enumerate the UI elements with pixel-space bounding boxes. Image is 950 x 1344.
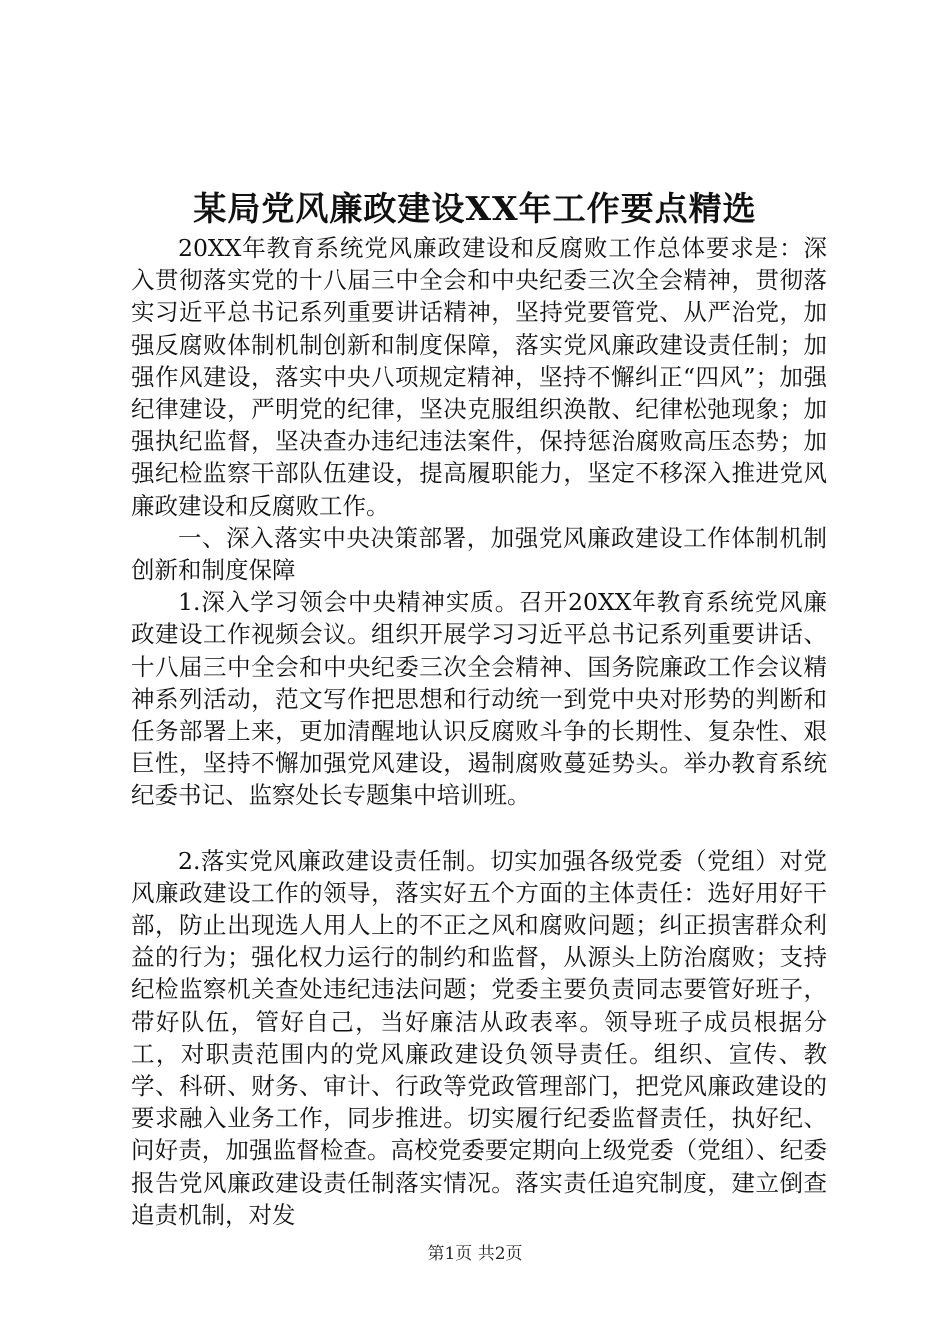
paragraph-item-1: 1.深入学习领会中央精神实质。召开20XX年教育系统党风廉政建设工作视频会议。组织开展学习习近平总书记系列重要讲话、十八届三中全会和中央纪委三次全会精神、国务院廉政工作会议精神系列活动，范文写作把思想和行动统一到党中央对形势的判断和任务部署上来，更加清醒地认识反腐败斗争的长期性、复杂性、艰巨性，坚持不懈加强党风建设，遏制腐败蔓延势头。举办教育系统纪委书记、监察处长专题集中培训班。 <box>131 588 827 810</box>
document-title: 某局党风廉政建设XX年工作要点精选 <box>193 189 757 228</box>
paragraph-item-2: 2.落实党风廉政建设责任制。切实加强各级党委（党组）对党风廉政建设工作的领导，落实好五个方面的主体责任：选好用好干部，防止出现选人用人上的不正之风和腐败问题；纠正损害群众利益的行为；强化权力运行的制约和监督，从源头上防治腐败；支持纪检监察机关查处违纪违法问题；党委主要负责同志要管好班子，带好队伍，管好自己，当好廉洁从政表率。领导班子成员根据分工，对职责范围内的党风廉政建设负领导责任。组织、宣传、教学、科研、财务、审计、行政等党政管理部门，把党风廉政建设的要求融入业务工作，同步推进。切实履行纪委监督责任，执好纪、问好责，加强监督检查。高校党委要定期向上级党委（党组）、纪委报告党风廉政建设责任制落实情况。落实责任追究制度，建立倒查追责机制，对发 <box>131 846 827 1229</box>
section-heading-1: 一、深入落实中央决策部署，加强党风廉政建设工作体制机制创新和制度保障 <box>131 523 827 585</box>
paragraph-overview: 20XX年教育系统党风廉政建设和反腐败工作总体要求是：深入贯彻落实党的十八届三中全会和中央纪委三次全会精神，贯彻落实习近平总书记系列重要讲话精神，坚持党要管党、从严治党，加强反腐败体制机制创新和制度保障，落实党风廉政建设责任制；加强作风建设，落实中央八项规定精神，坚持不懈纠正“四风”；加强纪律建设，严明党的纪律，坚决克服组织涣散、纪律松弛现象；加强执纪监督，坚决查办违纪违法案件，保持惩治腐败高压态势；加强纪检监察干部队伍建设，提高履职能力，坚定不移深入推进党风廉政建设和反腐败工作。 <box>131 234 827 520</box>
page-number-footer: 第1页 共2页 <box>427 1244 523 1264</box>
document-body <box>131 232 827 1231</box>
paragraph-gap <box>131 812 827 845</box>
